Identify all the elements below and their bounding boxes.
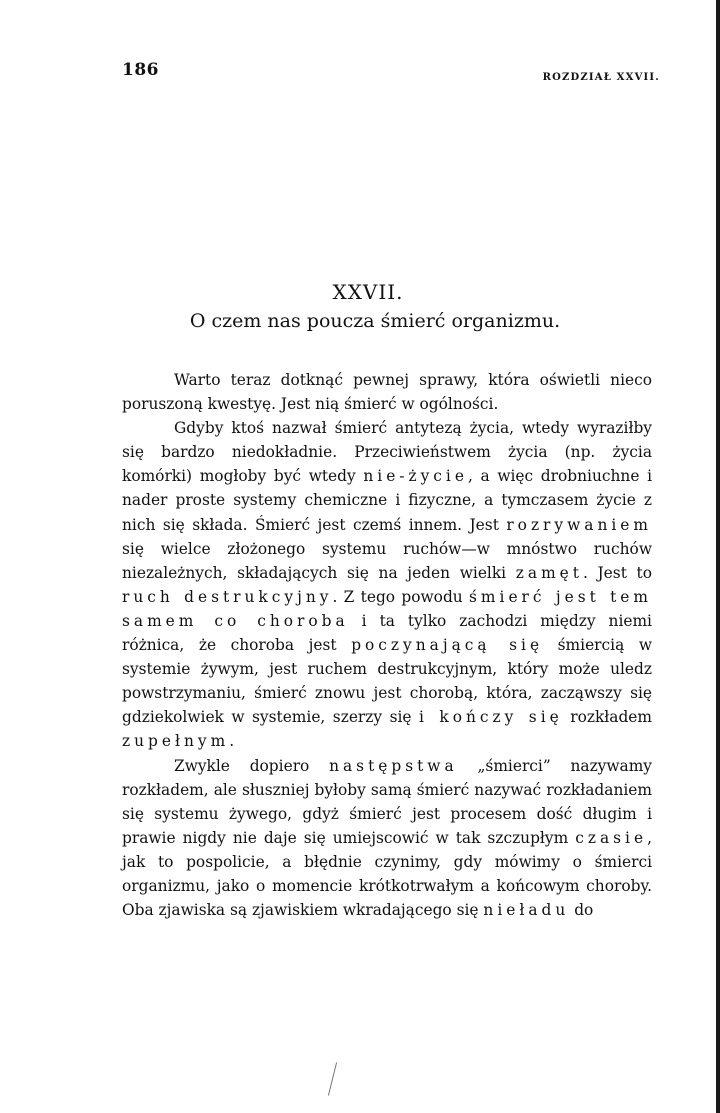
chapter-number: XXVII. [332, 280, 404, 304]
chapter-title: O czem nas poucza śmierć organizmu. [189, 310, 561, 332]
paragraph [122, 416, 652, 753]
emphasized-text: ruch destrukcyjny [122, 587, 333, 606]
paragraph [122, 754, 652, 923]
text-run: się wielce złożonego systemu ruchów—w mnóstwo ruchów niezależnych, składających się na jeden wielki [122, 539, 652, 582]
emphasized-text: i kończy się [418, 708, 563, 727]
page-number: 186 [122, 60, 159, 80]
text-run: do [569, 901, 594, 920]
text-run: , a więc drobniuchne i nader proste systemy chemiczne i fizyczne, a tymczasem życie z nich się składa. Śmierć jest czemś innem. Jest [122, 467, 653, 534]
emphasized-text: poczynającą się [351, 636, 544, 655]
text-run: „śmierci” nazywamy rozkładem, ale słuszniej byłoby samą śmierć nazywać rozkładaniem się systemu żywego, gdyż śmierć jest procesem dość długim i prawie nigdy nie daje się umiejscowić w tak szczupłym [122, 756, 653, 847]
text-run: rozkładem [562, 708, 652, 727]
body-text [122, 368, 652, 922]
running-head: ROZDZIAŁ XXVII. [542, 72, 660, 83]
emphasized-text: śmierć jest tem samem co choroba [122, 587, 653, 630]
text-run: i ta tylko zachodzi między niemi różnica, że choroba jest [122, 611, 652, 655]
text-run: , jak to pospolicie, a błędnie czynimy, gdy mówimy o śmierci organizmu, jako o momencie krótkotrwałym a końcowym choroby. Oba zjawiska są zjawiskiem wkradającego się [122, 828, 652, 920]
text-run: Gdyby ktoś nazwał śmierć antytezą życia, wtedy wyraziłby się bardzo niedokładnie. Przeciwieństwem życia (np. życia komórki) mogłoby być wtedy [122, 419, 652, 486]
text-run: Zwykle dopiero [174, 756, 330, 775]
text-run: . [229, 732, 235, 751]
text-run: Warto teraz dotknąć pewnej sprawy, która oświetli nieco poruszoną kwestyę. Jest nią śmierć w ogólności. [122, 371, 652, 414]
emphasized-text: następstwa [329, 756, 458, 775]
paragraph [122, 368, 652, 416]
stray-pen-mark [328, 1062, 337, 1095]
emphasized-text: zupełnym [122, 732, 230, 751]
text-run: śmiercią w systemie żywym, jest ruchem destrukcyjnym, który może uledz powstrzymaniu, śmierć znowu jest chorobą, która, zacząwszy się gdziekolwiek w systemie, szerzy się [122, 636, 652, 727]
emphasized-text: rozrywaniem [506, 515, 652, 534]
text-run: . Jest to [582, 563, 652, 582]
emphasized-text: nie-życie [363, 467, 468, 486]
emphasized-text: nieładu [483, 901, 570, 920]
emphasized-text: zamęt [515, 563, 583, 582]
emphasized-text: czasie [575, 828, 648, 847]
text-run: . Z tego powodu [332, 587, 470, 606]
page-edge-shadow [716, 0, 720, 1113]
